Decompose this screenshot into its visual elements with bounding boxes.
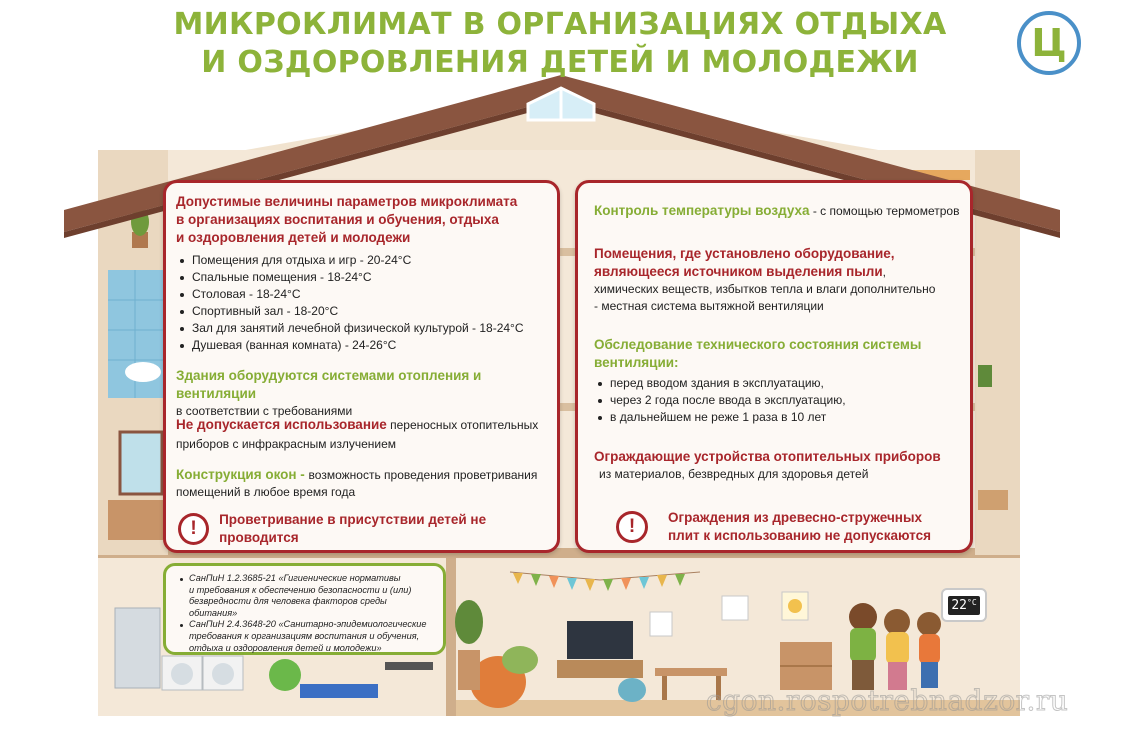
ventilation-control-panel xyxy=(575,180,973,553)
list-item: через 2 года после ввода в эксплуатацию, xyxy=(594,392,966,409)
params-heading: Допустимые величины параметров микроклимата в организациях воспитания и обучения, отдыха и оздоровления детей и молодежи xyxy=(176,194,518,245)
references-list xyxy=(176,573,435,654)
list-item: Помещения для отдыха и игр - 20-24°С xyxy=(176,252,556,269)
list-item: Спальные помещения - 18-24°С xyxy=(176,269,556,286)
list-item: Спортивный зал - 18-20°С xyxy=(176,303,556,320)
temp-control-section: Контроль температуры воздуха - с помощью термометров xyxy=(594,203,960,218)
reference-item: СанПиН 2.4.3648-20 «Санитарно-эпидемиологические требования к организациям воспитания и обучения, отдыха и оздоровления детей и молодежи» xyxy=(176,619,435,654)
temperature-list xyxy=(176,252,556,354)
dust-section: Помещения, где установлено оборудование, являющееся источником выделения пыли, химических веществ, избытков тепла и влаги дополнительно - местная система вытяжной вентиляции xyxy=(594,246,936,313)
references-box xyxy=(163,563,446,655)
list-item: Душевая (ванная комната) - 24-26°С xyxy=(176,337,556,354)
page-title-line-1: МИКРОКЛИМАТ В ОРГАНИЗАЦИЯХ ОТДЫХА xyxy=(173,7,947,42)
rospotrebnadzor-logo-icon xyxy=(1016,10,1082,76)
microclimate-params-panel xyxy=(163,180,560,553)
thermostat xyxy=(941,588,987,622)
ventilation-warning: ! Проветривание в присутствии детей не проводится xyxy=(178,511,557,547)
page-title xyxy=(140,6,980,82)
list-item: перед вводом здания в эксплуатацию, xyxy=(594,375,966,392)
exclamation-icon: ! xyxy=(178,513,209,545)
survey-section: Обследование технического состояния системы вентиляции: перед вводом здания в эксплуатацию, через 2 года после ввода в эксплуатацию, в дальнейшем не реже 1 раза в 10 лет xyxy=(594,336,966,426)
heaters-section: Не допускается использование переносных отопительных приборов с инфракрасным излучением xyxy=(176,417,539,451)
page-title-line-2: И ОЗДОРОВЛЕНИЯ ДЕТЕЙ И МОЛОДЕЖИ xyxy=(201,45,919,80)
list-item: в дальнейшем не реже 1 раза в 10 лет xyxy=(594,409,966,426)
logo-letter: Ц xyxy=(1031,21,1067,65)
children-illustration xyxy=(849,603,941,690)
chipboard-warning: ! Ограждения из древесно-стружечных плит к использованию не допускаются xyxy=(616,509,931,545)
list-item: Зал для занятий лечебной физической культурой - 18-24°С xyxy=(176,320,556,337)
watermark: cgon.rospotrebnadzor.ru xyxy=(706,684,1069,717)
buildings-section: Здания оборудуются системами отопления и вентиляции в соответствии с требованиями xyxy=(176,368,482,418)
windows-section: Конструкция окон - возможность проведения проветривания помещений в любое время года xyxy=(176,467,538,499)
survey-list xyxy=(594,375,966,426)
thermostat-display: $22^{^\circ С}$ xyxy=(948,596,979,615)
exclamation-icon: ! xyxy=(616,511,648,543)
reference-item: СанПиН 1.2.3685-21 «Гигиенические нормативы и требования к обеспечению безопасности и (или) безвредности для человека факторов среды обитания» xyxy=(176,573,435,619)
guards-section: Ограждающие устройства отопительных приборов из материалов, безвредных для здоровья детей xyxy=(594,449,941,481)
list-item: Столовая - 18-24°С xyxy=(176,286,556,303)
